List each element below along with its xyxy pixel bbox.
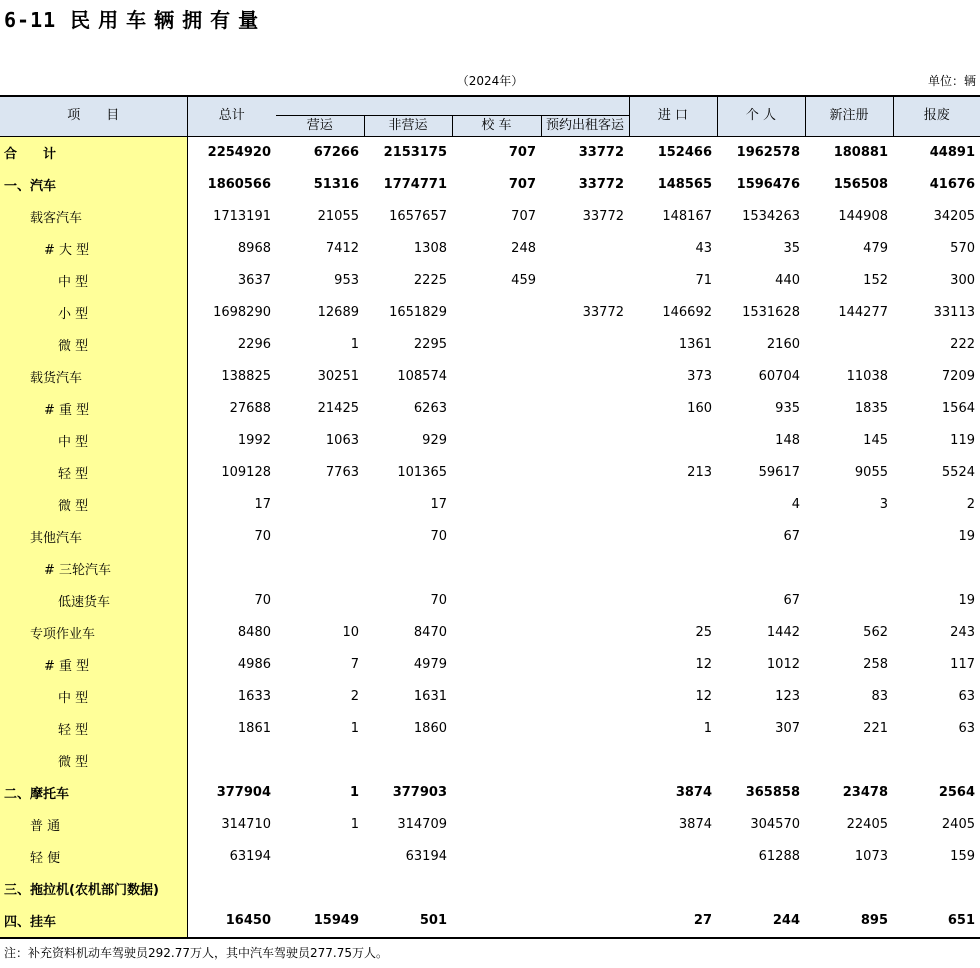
table-cell: 1631 (413, 689, 447, 704)
table-cell: 300 (950, 273, 975, 288)
table-cell: 63194 (405, 849, 447, 864)
table-cell (452, 489, 541, 521)
table-cell: 1564 (941, 401, 975, 416)
row-label: 中 型 (0, 265, 187, 297)
header-school-bus: 校 车 (452, 115, 541, 136)
table-cell: 244 (717, 905, 805, 938)
table-cell (452, 297, 541, 329)
row-label: 轻 型 (0, 713, 187, 745)
table-cell: 63 (958, 689, 975, 704)
table-cell (541, 649, 629, 681)
table-cell (541, 681, 629, 713)
table-cell: 8968 (237, 241, 271, 256)
unit-note: 单位：辆 (927, 74, 976, 88)
table-cell: 34205 (933, 209, 975, 224)
table-row (0, 329, 980, 361)
table-cell: 21055 (317, 209, 359, 224)
table-cell (541, 873, 629, 905)
row-label: 三、拖拉机(农机部门数据) (0, 873, 187, 905)
table-cell: 7209 (941, 369, 975, 384)
table-cell: 180881 (833, 145, 888, 160)
table-cell: 67 (783, 593, 800, 608)
table-cell (805, 553, 893, 585)
table-cell: 1861 (237, 721, 271, 736)
table-cell (276, 585, 364, 617)
table-cell (452, 393, 541, 425)
table-cell: 373 (687, 369, 712, 384)
table-cell: 9055 (854, 465, 888, 480)
table-cell (805, 329, 893, 361)
table-cell (541, 361, 629, 393)
table-cell: 440 (775, 273, 800, 288)
table-cell: 459 (511, 273, 536, 288)
table-cell (364, 745, 452, 777)
table-cell: 70 (430, 529, 447, 544)
table-cell: 1860 (413, 721, 447, 736)
table-cell: 2405 (941, 817, 975, 832)
table-cell: 23478 (842, 785, 888, 800)
table-row (0, 649, 980, 681)
row-label: 微 型 (0, 489, 187, 521)
table-cell: 19 (958, 529, 975, 544)
table-cell: 222 (950, 337, 975, 352)
table-cell: 1 (350, 817, 359, 832)
table-cell: 33772 (582, 209, 624, 224)
table-cell: 17 (430, 497, 447, 512)
table-cell (541, 265, 629, 297)
table-cell: 258 (863, 657, 888, 672)
table-cell: 3 (879, 497, 888, 512)
data-table (0, 95, 980, 939)
row-label: 四、挂车 (0, 905, 187, 938)
table-cell: 1442 (766, 625, 800, 640)
table-cell (452, 841, 541, 873)
table-cell (364, 873, 452, 905)
table-row (0, 361, 980, 393)
row-label: 轻 型 (0, 457, 187, 489)
table-cell (893, 873, 980, 905)
table-cell: 8480 (237, 625, 271, 640)
table-row (0, 777, 980, 809)
table-cell: 365858 (745, 785, 800, 800)
row-label: 一、汽车 (0, 169, 187, 201)
table-cell: 479 (863, 241, 888, 256)
table-cell: 33772 (582, 305, 624, 320)
table-cell (452, 713, 541, 745)
table-cell: 63 (958, 721, 975, 736)
row-label: 专项作业车 (0, 617, 187, 649)
table-cell: 707 (508, 177, 536, 192)
table-cell: 3637 (237, 273, 271, 288)
table-cell (452, 681, 541, 713)
table-number: 6-11 (4, 8, 57, 32)
table-cell (452, 521, 541, 553)
table-cell: 501 (364, 905, 452, 938)
table-cell: 562 (863, 625, 888, 640)
table-cell (717, 745, 805, 777)
footnote: 注：补充资料机动车驾驶员292.77万人，其中汽车驾驶员277.75万人。 (4, 946, 388, 960)
row-label: 载货汽车 (0, 361, 187, 393)
table-row (0, 809, 980, 841)
table-cell: 33772 (578, 145, 624, 160)
table-cell: 1633 (237, 689, 271, 704)
header-sub-group (276, 96, 629, 115)
table-cell: 2296 (237, 337, 271, 352)
table-cell: 19 (958, 593, 975, 608)
table-cell (187, 873, 276, 905)
table-cell (276, 873, 364, 905)
table-cell (629, 745, 717, 777)
table-cell: 51316 (313, 177, 359, 192)
table-cell: 146692 (662, 305, 712, 320)
table-cell: 377904 (216, 785, 271, 800)
table-cell (452, 745, 541, 777)
table-cell: 304570 (750, 817, 800, 832)
table-cell: 1992 (237, 433, 271, 448)
table-cell: 156508 (833, 177, 888, 192)
table-cell: 213 (687, 465, 712, 480)
row-label: 载客汽车 (0, 201, 187, 233)
table-cell: 7 (350, 657, 359, 672)
row-label: 二、摩托车 (0, 777, 187, 809)
table-cell: 144277 (838, 305, 888, 320)
table-cell: 1 (349, 785, 359, 800)
table-cell: 707 (511, 209, 536, 224)
table-cell: 570 (950, 241, 975, 256)
table-cell (541, 457, 629, 489)
table-cell: 3874 (678, 817, 712, 832)
table-cell (805, 521, 893, 553)
table-cell (452, 329, 541, 361)
table-cell (541, 521, 629, 553)
table-cell (541, 777, 629, 809)
row-label: # 重 型 (0, 649, 187, 681)
table-cell: 1860566 (207, 177, 271, 192)
table-cell (276, 841, 364, 873)
table-cell (541, 489, 629, 521)
table-row (0, 681, 980, 713)
table-row (0, 265, 980, 297)
table-cell: 4979 (413, 657, 447, 672)
table-cell: 307 (775, 721, 800, 736)
table-cell: 1 (350, 337, 359, 352)
table-cell: 15949 (276, 905, 364, 938)
row-label: # 大 型 (0, 233, 187, 265)
table-cell: 71 (695, 273, 712, 288)
row-label: 合 计 (0, 136, 187, 169)
table-row (0, 905, 980, 938)
table-cell (541, 617, 629, 649)
table-cell (452, 553, 541, 585)
table-cell (276, 553, 364, 585)
table-cell: 59617 (758, 465, 800, 480)
table-cell: 123 (775, 689, 800, 704)
header-scrapped: 报废 (893, 96, 980, 136)
table-cell: 1361 (678, 337, 712, 352)
table-cell: 44891 (929, 145, 975, 160)
table-cell: 1012 (766, 657, 800, 672)
table-row (0, 393, 980, 425)
table-cell: 145 (863, 433, 888, 448)
table-cell: 144908 (838, 209, 888, 224)
table-cell: 1713191 (213, 209, 271, 224)
table-row (0, 457, 980, 489)
table-cell: 138825 (221, 369, 271, 384)
table-cell: 152466 (657, 145, 712, 160)
table-cell: 1531628 (742, 305, 800, 320)
table-row (0, 136, 980, 169)
table-cell: 1596476 (736, 177, 800, 192)
table-row (0, 873, 980, 905)
table-cell (541, 329, 629, 361)
table-cell: 43 (695, 241, 712, 256)
table-cell: 148 (775, 433, 800, 448)
table-cell: 16450 (187, 905, 276, 938)
table-cell (541, 841, 629, 873)
table-cell: 1698290 (213, 305, 271, 320)
row-label: 普 通 (0, 809, 187, 841)
table-cell: 41676 (929, 177, 975, 192)
table-cell (541, 393, 629, 425)
table-cell (452, 649, 541, 681)
table-cell (629, 873, 717, 905)
table-cell: 60704 (758, 369, 800, 384)
table-cell: 25 (695, 625, 712, 640)
table-cell (452, 585, 541, 617)
table-row (0, 745, 980, 777)
table-row (0, 521, 980, 553)
table-cell: 159 (950, 849, 975, 864)
header-new-registration: 新注册 (805, 96, 893, 136)
table-cell: 2254920 (207, 145, 271, 160)
table-cell (629, 841, 717, 873)
table-row (0, 553, 980, 585)
table-title: 民用车辆拥有量 (70, 8, 267, 32)
row-label: 轻 便 (0, 841, 187, 873)
table-cell (452, 457, 541, 489)
table-body (0, 136, 980, 938)
table-cell (717, 873, 805, 905)
table-cell (893, 553, 980, 585)
table-cell: 108574 (397, 369, 447, 384)
table-cell (452, 617, 541, 649)
table-cell: 6263 (413, 401, 447, 416)
table-cell: 929 (422, 433, 447, 448)
table-cell (805, 873, 893, 905)
table-cell: 148167 (662, 209, 712, 224)
table-cell (893, 745, 980, 777)
table-cell (541, 233, 629, 265)
header-non-operating: 非营运 (364, 115, 452, 136)
table-row (0, 617, 980, 649)
table-cell: 63194 (229, 849, 271, 864)
table-row (0, 585, 980, 617)
table-cell: 2 (350, 689, 359, 704)
table-cell: 67266 (313, 145, 359, 160)
table-cell (541, 425, 629, 457)
table-cell: 117 (950, 657, 975, 672)
table-cell: 1651829 (389, 305, 447, 320)
table-cell: 2295 (413, 337, 447, 352)
table-cell (629, 489, 717, 521)
row-label: 小 型 (0, 297, 187, 329)
table-cell: 27 (629, 905, 717, 938)
table-cell (541, 745, 629, 777)
table-row (0, 425, 980, 457)
table-cell (629, 425, 717, 457)
table-cell: 2564 (938, 785, 975, 800)
header-personal: 个 人 (717, 96, 805, 136)
table-cell: 314709 (397, 817, 447, 832)
table-cell: 119 (950, 433, 975, 448)
table-cell: 1774771 (383, 177, 447, 192)
table-row (0, 489, 980, 521)
header-operating: 营运 (276, 115, 364, 136)
table-cell: 67 (783, 529, 800, 544)
row-label: 微 型 (0, 745, 187, 777)
header-ride-hailing: 预约出租客运 (541, 115, 629, 136)
row-label: # 三轮汽车 (0, 553, 187, 585)
table-cell (717, 553, 805, 585)
table-cell: 35 (783, 241, 800, 256)
table-cell (452, 809, 541, 841)
table-cell: 21425 (317, 401, 359, 416)
table-cell: 248 (511, 241, 536, 256)
table-row (0, 201, 980, 233)
table-cell: 61288 (758, 849, 800, 864)
table-cell: 7763 (325, 465, 359, 480)
table-row (0, 169, 980, 201)
table-cell (629, 521, 717, 553)
table-cell: 10 (342, 625, 359, 640)
row-label: # 重 型 (0, 393, 187, 425)
table-cell: 1073 (854, 849, 888, 864)
row-label: 中 型 (0, 681, 187, 713)
page-title (4, 4, 266, 33)
table-cell (187, 745, 276, 777)
table-cell: 935 (775, 401, 800, 416)
table-cell: 12 (695, 657, 712, 672)
table-cell: 1 (703, 721, 712, 736)
table-cell: 314710 (221, 817, 271, 832)
table-cell: 27688 (229, 401, 271, 416)
table-cell (629, 585, 717, 617)
table-cell: 101365 (397, 465, 447, 480)
table-cell: 953 (334, 273, 359, 288)
table-cell (452, 905, 541, 938)
table-cell: 3874 (675, 785, 712, 800)
table-cell: 243 (950, 625, 975, 640)
table-cell: 7412 (325, 241, 359, 256)
table-cell (805, 585, 893, 617)
table-cell: 707 (508, 145, 536, 160)
year-note: （2024年） (456, 74, 524, 88)
table-row (0, 297, 980, 329)
table-cell: 22405 (846, 817, 888, 832)
table-cell: 1 (350, 721, 359, 736)
table-cell: 33772 (578, 177, 624, 192)
table-cell: 2153175 (383, 145, 447, 160)
table-cell: 8470 (413, 625, 447, 640)
table-cell: 152 (863, 273, 888, 288)
table-cell: 1063 (325, 433, 359, 448)
table-cell (541, 553, 629, 585)
table-row (0, 233, 980, 265)
row-label: 其他汽车 (0, 521, 187, 553)
table-cell: 70 (430, 593, 447, 608)
table-cell: 2 (966, 497, 975, 512)
table-cell (541, 585, 629, 617)
table-cell: 1835 (854, 401, 888, 416)
row-label: 中 型 (0, 425, 187, 457)
header-import: 进 口 (629, 96, 717, 136)
table-row (0, 713, 980, 745)
table-cell: 70 (254, 593, 271, 608)
table-row (0, 841, 980, 873)
table-cell: 4 (791, 497, 800, 512)
table-cell (276, 521, 364, 553)
table-cell: 30251 (317, 369, 359, 384)
table-cell (452, 777, 541, 809)
row-label: 低速货车 (0, 585, 187, 617)
table-cell (541, 809, 629, 841)
table-cell (187, 553, 276, 585)
table-cell (541, 713, 629, 745)
table-cell (452, 361, 541, 393)
table-cell: 148565 (657, 177, 712, 192)
table-cell: 33113 (933, 305, 975, 320)
table-cell (364, 553, 452, 585)
table-cell (805, 745, 893, 777)
table-cell: 17 (254, 497, 271, 512)
table-cell (276, 489, 364, 521)
table-cell: 12 (695, 689, 712, 704)
table-cell: 160 (687, 401, 712, 416)
table-cell: 83 (871, 689, 888, 704)
table-cell: 109128 (221, 465, 271, 480)
table-cell: 1657657 (389, 209, 447, 224)
table-cell: 1308 (413, 241, 447, 256)
table-cell: 1962578 (736, 145, 800, 160)
table-cell (452, 873, 541, 905)
table-cell (629, 553, 717, 585)
table-cell: 2225 (413, 273, 447, 288)
table-cell: 5524 (941, 465, 975, 480)
table-cell: 4986 (237, 657, 271, 672)
table-cell: 221 (863, 721, 888, 736)
table-cell: 895 (805, 905, 893, 938)
header-total: 总计 (187, 96, 276, 136)
table-cell: 2160 (766, 337, 800, 352)
table-cell (276, 745, 364, 777)
table-cell (452, 425, 541, 457)
table-cell: 12689 (317, 305, 359, 320)
row-label: 微 型 (0, 329, 187, 361)
table-cell: 377903 (392, 785, 447, 800)
table-cell: 11038 (846, 369, 888, 384)
table-cell: 1534263 (742, 209, 800, 224)
table-cell: 651 (893, 905, 980, 938)
table-cell (541, 905, 629, 938)
table-cell: 70 (254, 529, 271, 544)
header-item: 项 目 (0, 96, 187, 136)
